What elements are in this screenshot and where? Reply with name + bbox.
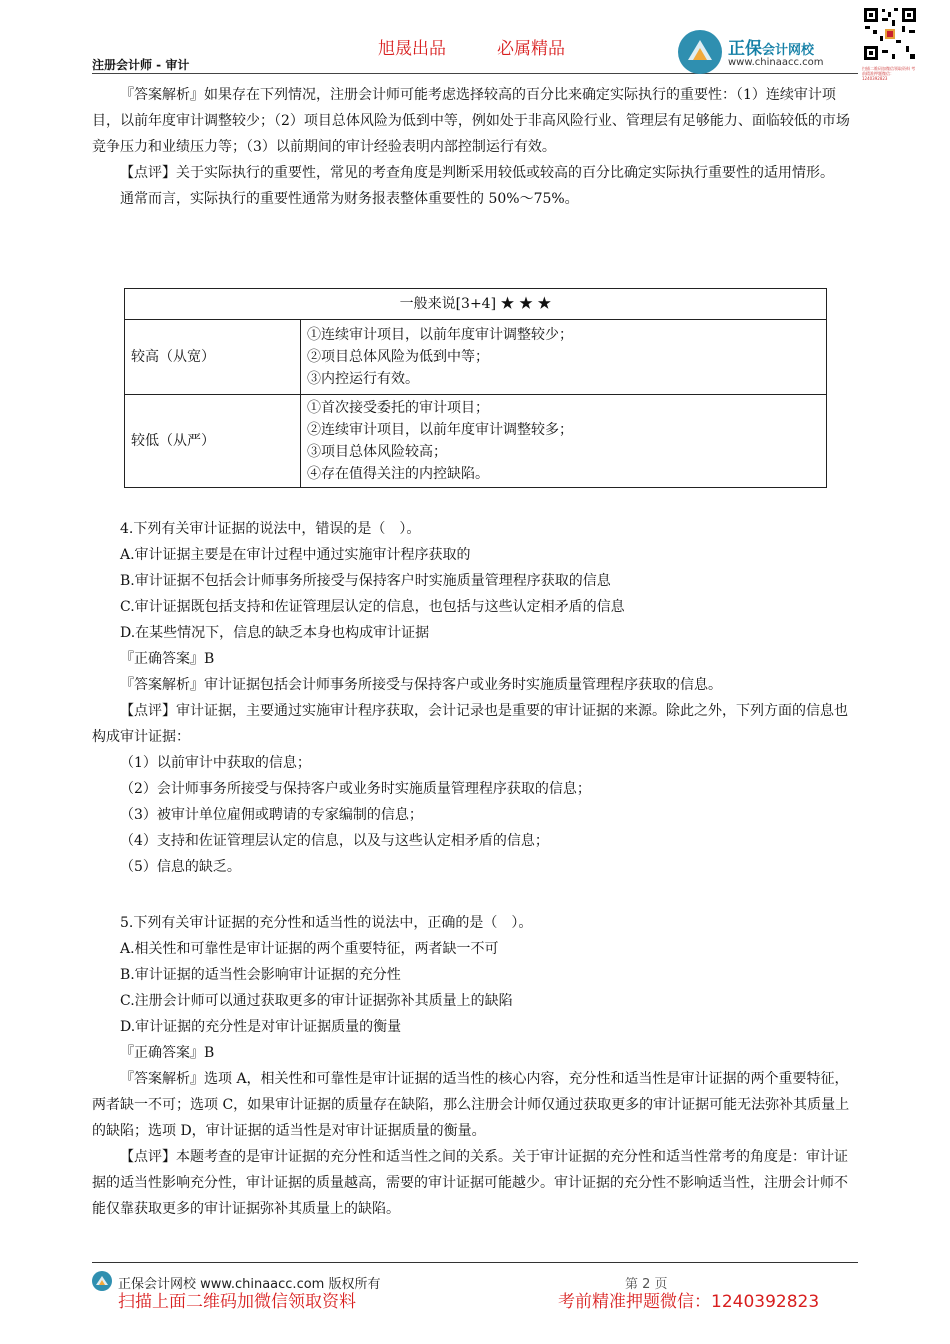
list-item: ①首次接受委托的审计项目； — [307, 400, 489, 416]
comment: 【点评】审计证据，主要通过实施审计程序获取，会计记录也是重要的审计证据的来源。除此之外，下列方面的信息也构成审计证据： — [92, 703, 848, 745]
table-row-items — [301, 320, 827, 395]
list-item: （5）信息的缺乏。 — [120, 859, 241, 875]
qr-caption: 扫描二维码加微信领取资料 考前精准押题微信：1240392823 — [862, 66, 916, 81]
subject-title: 注册会计师 - 审计 — [92, 58, 190, 72]
option-a: A.相关性和可靠性是审计证据的两个重要特征，两者缺一不可 — [120, 941, 499, 957]
answer-analysis: 『答案解析』审计证据包括会计师事务所接受与保持客户或业务时实施质量管理程序获取的信息。 — [120, 677, 722, 693]
page-number: 第 2 页 — [625, 1277, 668, 1292]
intro-summary: 通常而言，实际执行的重要性通常为财务报表整体重要性的 50%～75%。 — [120, 191, 579, 207]
question-4 — [92, 516, 860, 880]
list-item: （1）以前审计中获取的信息； — [120, 755, 311, 771]
question-stem: 4.下列有关审计证据的说法中，错误的是（ ）。 — [120, 521, 421, 537]
header-slogan-right: 必属精品 — [497, 39, 565, 59]
materiality-table — [124, 288, 827, 488]
question-5 — [92, 910, 860, 1222]
list-item: ②连续审计项目，以前年度审计调整较多； — [307, 422, 573, 438]
footer-logo-icon — [92, 1271, 112, 1291]
table-title: 一般来说[3+4] ★ ★ ★ — [125, 289, 827, 320]
correct-answer: 『正确答案』B — [120, 1045, 215, 1061]
header-slogan-left: 旭晟出品 — [378, 39, 446, 59]
list-item: ④存在值得关注的内控缺陷。 — [307, 466, 489, 482]
list-item: （2）会计师事务所接受与保持客户或业务时实施质量管理程序获取的信息； — [120, 781, 591, 797]
qr-code-icon — [862, 6, 918, 62]
footer-divider — [92, 1262, 858, 1263]
intro-comment: 【点评】关于实际执行的重要性，常见的考查角度是判断采用较低或较高的百分比确定实际执行重要性的适用情形。 — [120, 165, 834, 181]
comment: 【点评】本题考查的是审计证据的充分性和适当性之间的关系。关于审计证据的充分性和适当性常考的角度是：审计证据的适当性影响充分性，审计证据的质量越高，需要的审计证据可能越少。审计证据的充分性不影响适当性，注册会计师不能仅靠获取更多的审计证据弥补其质量上的缺陷。 — [92, 1149, 848, 1217]
list-item: （4）支持和佐证管理层认定的信息，以及与这些认定相矛盾的信息； — [120, 833, 549, 849]
list-item: ③内控运行有效。 — [307, 371, 419, 387]
table-title-row — [125, 289, 827, 320]
option-b: B.审计证据不包括会计师事务所接受与保持客户时实施质量管理程序获取的信息 — [120, 573, 611, 589]
list-item: （3）被审计单位雇佣或聘请的专家编制的信息； — [120, 807, 423, 823]
intro-section — [92, 82, 860, 212]
table-row-items — [301, 395, 827, 488]
qr-code — [862, 6, 918, 86]
logo-url: www.chinaacc.com — [728, 57, 824, 68]
logo-icon — [678, 30, 722, 74]
table-row — [125, 320, 827, 395]
list-item: ①连续审计项目，以前年度审计调整较少； — [307, 327, 573, 343]
footer-promo-left: 扫描上面二维码加微信领取资料 — [118, 1292, 356, 1312]
answer-analysis: 『答案解析』选项 A，相关性和可靠性是审计证据的适当性的核心内容，充分性和适当性是审计证据的两个重要特征，两者缺一不可；选项 C，如果审计证据的质量存在缺陷，那么注册会计师仅通过获取更多的审计证据可能无法弥补其质量上的缺陷；选项 D，审计证据的适当性是对审计证据质量的衡量。 — [92, 1071, 850, 1139]
logo-brand: 正保会计网校 — [728, 39, 815, 59]
correct-answer: 『正确答案』B — [120, 651, 215, 667]
option-d: D.审计证据的充分性是对审计证据质量的衡量 — [120, 1019, 402, 1035]
chinaacc-logo — [678, 30, 858, 74]
table-row — [125, 395, 827, 488]
table-row-label: 较高（从宽） — [125, 320, 301, 395]
list-item: ②项目总体风险为低到中等； — [307, 349, 489, 365]
option-b: B.审计证据的适当性会影响审计证据的充分性 — [120, 967, 401, 983]
intro-analysis: 『答案解析』如果存在下列情况，注册会计师可能考虑选择较高的百分比来确定实际执行的重要性：（1）连续审计项目，以前年度审计调整较少；（2）项目总体风险为低到中等，例如处于非高风险行业、管理层有足够能力、面临较低的市场竞争压力和业绩压力等；（3）以前期间的审计经验表明内部控制运行有效。 — [92, 87, 850, 155]
option-c: C.审计证据既包括支持和佐证管理层认定的信息，也包括与这些认定相矛盾的信息 — [120, 599, 625, 615]
footer-promo-right: 考前精准押题微信：1240392823 — [558, 1292, 820, 1312]
question-stem: 5.下列有关审计证据的充分性和适当性的说法中，正确的是（ ）。 — [120, 915, 533, 931]
table-row-label: 较低（从严） — [125, 395, 301, 488]
option-d: D.在某些情况下，信息的缺乏本身也构成审计证据 — [120, 625, 430, 641]
option-a: A.审计证据主要是在审计过程中通过实施审计程序获取的 — [120, 547, 471, 563]
option-c: C.注册会计师可以通过获取更多的审计证据弥补其质量上的缺陷 — [120, 993, 513, 1009]
footer-copyright: 正保会计网校 www.chinaacc.com 版权所有 — [118, 1277, 381, 1292]
list-item: ③项目总体风险较高； — [307, 444, 447, 460]
